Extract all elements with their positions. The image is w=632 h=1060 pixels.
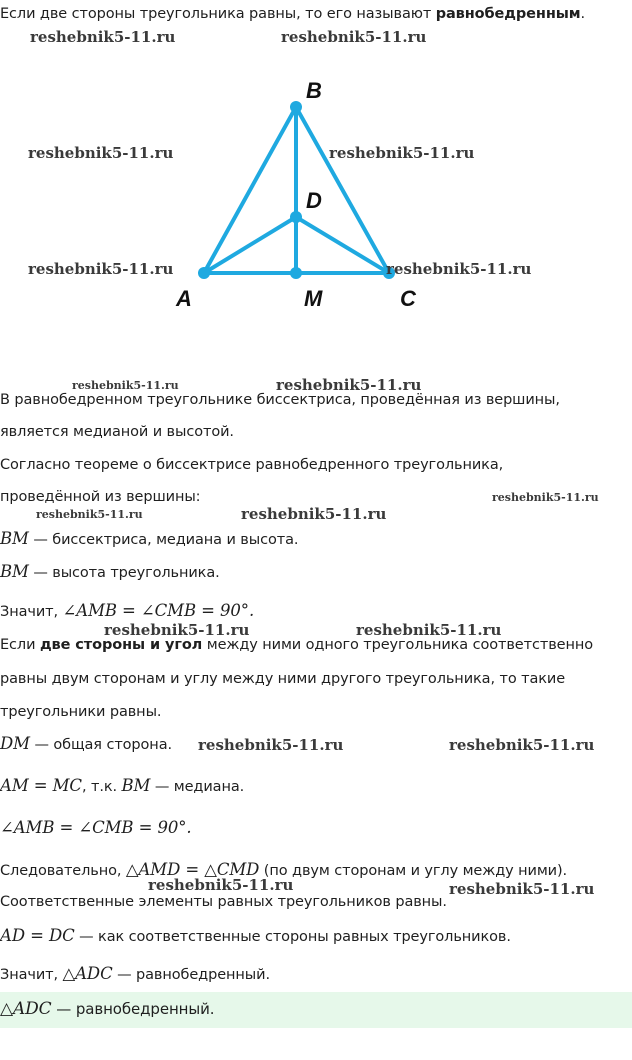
watermark: reshebnik5-11.ru bbox=[104, 621, 250, 639]
answer-line bbox=[0, 999, 214, 1019]
s10-math: △ADC bbox=[62, 964, 113, 983]
triangle-figure bbox=[0, 60, 632, 320]
watermark: reshebnik5-11.ru bbox=[30, 28, 176, 46]
watermark: reshebnik5-11.ru bbox=[449, 736, 595, 754]
intro-bold: равнобедренным bbox=[435, 6, 581, 22]
s3-math: ∠AMB = ∠CMB = 90°. bbox=[62, 601, 255, 620]
p3-line1 bbox=[0, 637, 593, 653]
point-b bbox=[290, 101, 302, 113]
label-a: A bbox=[176, 286, 192, 311]
s1-math: BM bbox=[0, 529, 29, 548]
watermark: reshebnik5-11.ru bbox=[276, 376, 422, 394]
p3-bold: две стороны и угол bbox=[39, 637, 203, 653]
s10-line bbox=[0, 964, 270, 983]
s4-line bbox=[0, 734, 172, 753]
s7-math: △AMD = △CMD bbox=[125, 860, 260, 879]
s8-line: Соответственные элементы равных треугольников равны. bbox=[0, 894, 447, 910]
intro-end: . bbox=[580, 6, 586, 22]
s6-line bbox=[0, 818, 192, 837]
watermark: reshebnik5-11.ru bbox=[356, 621, 502, 639]
s6-math: ∠AMB = ∠CMB = 90°. bbox=[0, 818, 192, 837]
answer-text: — равнобедренный. bbox=[51, 1000, 215, 1018]
p3-line3: треугольники равны. bbox=[0, 704, 162, 720]
s5-line bbox=[0, 776, 244, 795]
s2-text: — высота треугольника. bbox=[28, 565, 220, 581]
s5-math1: AM = MC bbox=[0, 776, 82, 795]
answer-math: △ADC bbox=[0, 999, 52, 1019]
watermark: reshebnik5-11.ru bbox=[329, 144, 475, 162]
s5-mid: , т.к. bbox=[81, 779, 122, 795]
watermark: reshebnik5-11.ru bbox=[449, 880, 595, 898]
s10-prefix: Значит, bbox=[0, 967, 63, 983]
intro-line bbox=[0, 6, 585, 22]
watermark: reshebnik5-11.ru bbox=[492, 491, 599, 504]
s3-prefix: Значит, bbox=[0, 604, 63, 620]
s9-text: — как соответственные стороны равных треугольников. bbox=[74, 929, 511, 945]
label-c: C bbox=[400, 286, 416, 311]
s5-math2: BM bbox=[121, 776, 151, 795]
watermark: reshebnik5-11.ru bbox=[241, 505, 387, 523]
s2-math: BM bbox=[0, 562, 29, 581]
p3-line2: равны двум сторонам и углу между ними другого треугольника, то такие bbox=[0, 671, 566, 687]
s9-math: AD = DC bbox=[0, 926, 75, 945]
s5-text: — медиана. bbox=[150, 779, 245, 795]
answer-box bbox=[0, 992, 632, 1028]
point-d bbox=[290, 211, 302, 223]
s4-text: — общая сторона. bbox=[29, 737, 172, 753]
intro-text: Если две стороны треугольника равны, то его называют bbox=[0, 6, 436, 22]
s7-text: (по двум сторонам и углу между ними). bbox=[259, 863, 568, 879]
p3-before: Если bbox=[0, 637, 40, 653]
p1-line2: является медианой и высотой. bbox=[0, 424, 234, 440]
point-a bbox=[198, 267, 210, 279]
side-ab bbox=[204, 107, 296, 273]
s10-text: — равнобедренный. bbox=[112, 967, 270, 983]
watermark: reshebnik5-11.ru bbox=[386, 260, 532, 278]
s9-line bbox=[0, 926, 511, 945]
point-m bbox=[290, 267, 302, 279]
watermark: reshebnik5-11.ru bbox=[36, 508, 143, 521]
watermark: reshebnik5-11.ru bbox=[28, 144, 174, 162]
label-d: D bbox=[306, 188, 322, 213]
s2-line bbox=[0, 562, 220, 581]
s3-line bbox=[0, 601, 254, 620]
p2-line1: Согласно теореме о биссектрисе равнобедренного треугольника, bbox=[0, 457, 504, 473]
p3-after: между ними одного треугольника соответственно bbox=[202, 637, 593, 653]
watermark: reshebnik5-11.ru bbox=[72, 379, 179, 392]
s1-text: — биссектриса, медиана и высота. bbox=[28, 532, 299, 548]
watermark: reshebnik5-11.ru bbox=[281, 28, 427, 46]
p2-line2: проведённой из вершины: bbox=[0, 489, 201, 505]
label-m: M bbox=[304, 286, 323, 311]
label-b: B bbox=[306, 78, 322, 103]
s7-prefix: Следовательно, bbox=[0, 863, 126, 879]
watermark: reshebnik5-11.ru bbox=[28, 260, 174, 278]
s1-line bbox=[0, 529, 298, 548]
s4-math: DM bbox=[0, 734, 30, 753]
p1-line1: В равнобедренном треугольнике биссектриса, проведённая из вершины, bbox=[0, 392, 560, 408]
watermark: reshebnik5-11.ru bbox=[198, 736, 344, 754]
watermark: reshebnik5-11.ru bbox=[148, 876, 294, 894]
